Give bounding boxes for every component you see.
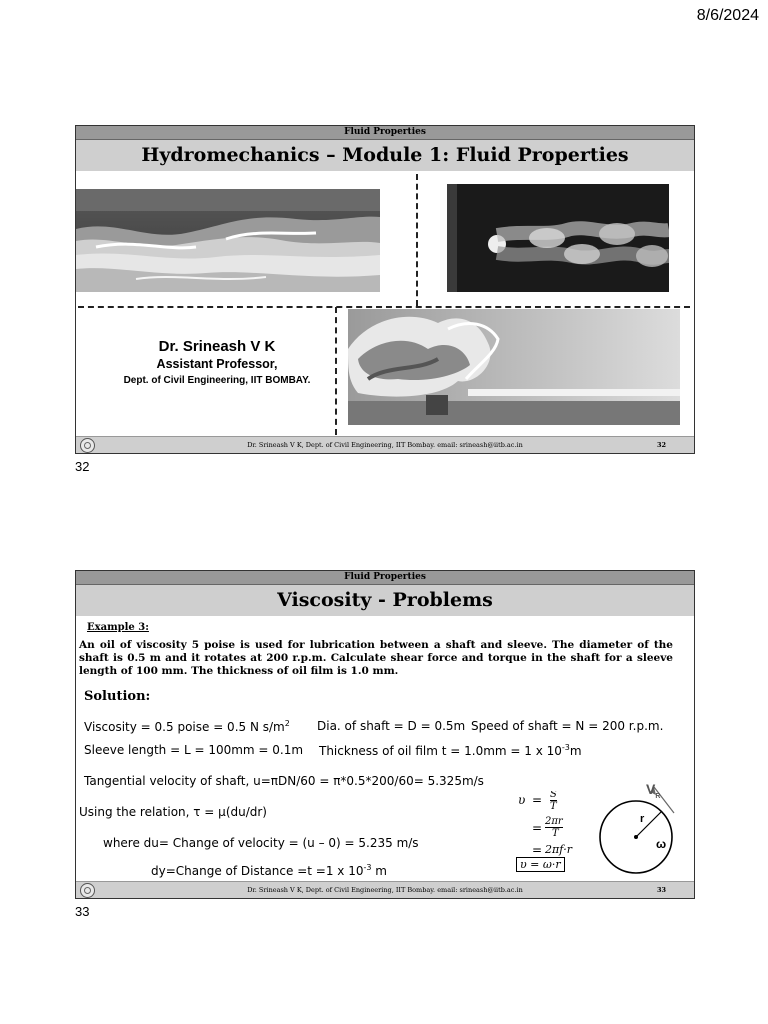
author-block [106,338,328,386]
print-date: 8/6/2024 [696,7,759,24]
iit-logo-icon [80,883,95,898]
formula-t1: T [550,801,557,812]
formula-2pir: 2πr [545,816,563,827]
formula-s: S [550,791,557,800]
vortex-street-image [447,184,669,292]
given-film-thickness: Thickness of oil film t = 1.0mm = 1 x $10^{-3}m$ [319,743,582,758]
formula-eq-2: = [532,821,543,835]
given-speed: Speed of shaft = N = 200 r.p.m. [471,719,664,733]
ocean-waves-image [76,189,380,292]
slide-33 [75,570,695,899]
author-name: Dr. Srineash V K [158,338,276,355]
divider-vertical-top [416,174,418,306]
divider-horizontal [78,306,690,308]
formula-boxed: υ = ω·r [516,857,565,872]
footer-text: Dr. Srineash V K, Dept. of Civil Engineering, IIT Bombay. email: srineash@iitb.ac.in [247,441,523,449]
page-number-32: 32 [75,459,90,474]
solution-label: Solution: [84,689,151,704]
given-sleeve-length: Sleeve length = L = 100mm = 0.1m [84,743,304,757]
slide-32 [75,125,695,454]
diagram-vr-label: $V_R$ [646,783,661,800]
slide-title: Hydromechanics – Module 1: Fluid Properties [76,140,694,171]
given-viscosity: Viscosity = 0.5 poise = 0.5 N $s/m^2$ [84,719,290,734]
formula-2pifr: 2πf·r [545,843,573,856]
example-label: Example 3: [87,622,149,633]
page-number-33: 33 [75,904,90,919]
formula-t2: T [552,828,559,839]
diagram-radius-label: r [640,813,645,825]
formula-v: υ [518,793,526,807]
diagram-omega-label: ω [656,837,667,851]
formula-eq-3: = [532,843,543,857]
problem-statement: An oil of viscosity 5 poise is used for lubrication between a shaft and sleeve. The diameter of the shaft is 0.5 m and it rotates at 200 r.p.m. Calculate shear force and torque in the shaft for a sleeve length of 100 mm. The thickness of oil film is 1.0 mm. [79,639,673,677]
author-role: Assistant Professor, [156,357,278,371]
change-of-distance: dy=Change of Distance =t =1 x $10^{-3}$ m [151,863,387,878]
slide-footer [76,881,694,898]
water-splash-image [348,309,680,425]
footer-slide-number: 32 [656,441,666,449]
formula-eq-1: = [532,793,543,807]
footer-text: Dr. Srineash V K, Dept. of Civil Engineering, IIT Bombay. email: srineash@iitb.ac.in [247,886,523,894]
slide-section-header: Fluid Properties [76,126,694,140]
given-diameter: Dia. of shaft = D = 0.5m [317,719,466,733]
slide-title: Viscosity - Problems [76,585,694,616]
change-of-velocity: where du= Change of velocity = (u – 0) = 5.235 m/s [103,836,419,850]
tangential-velocity: Tangential velocity of shaft, u=πDN/60 = π*0.5*200/60= 5.325m/s [84,774,484,788]
divider-vertical-bottom [335,307,337,435]
velocity-formula-figure [514,791,586,875]
iit-logo-icon [80,438,95,453]
relation-line: Using the relation, τ = μ(du/dr) [79,805,267,819]
author-department: Dept. of Civil Engineering, IIT BOMBAY. [123,375,311,386]
rotating-shaft-diagram [594,783,678,879]
slide-section-header: Fluid Properties [76,571,694,585]
slide-footer [76,436,694,453]
footer-slide-number: 33 [656,886,666,894]
